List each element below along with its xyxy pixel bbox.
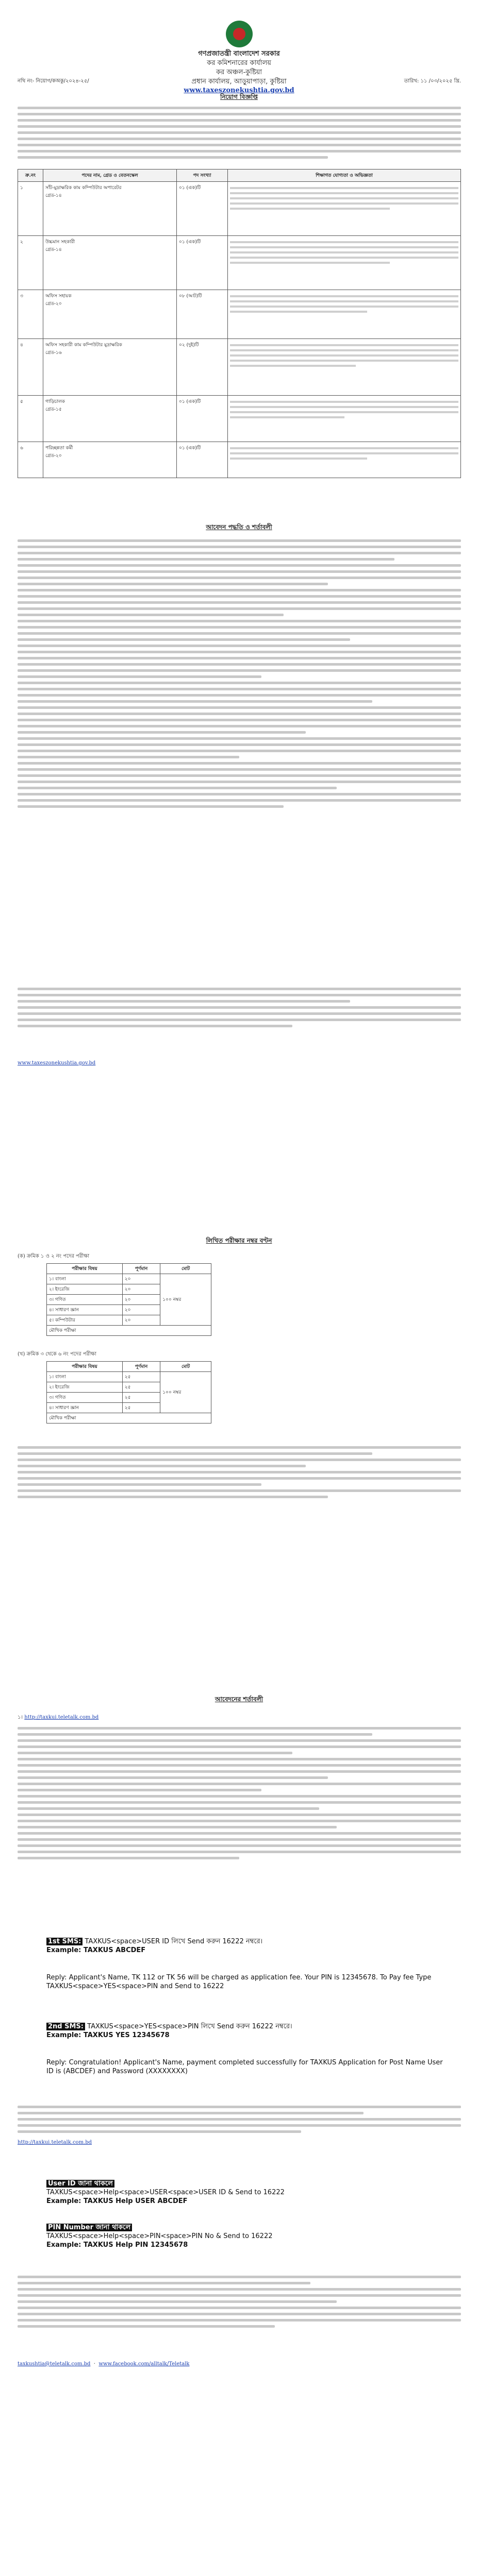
row-post-name: অফিস সহায়ক (45, 294, 72, 299)
memo-date: তারিখ: ১১ /০৩/২০২৫ খ্রি. (404, 78, 461, 84)
exam-notes (18, 1443, 461, 1502)
row-post (43, 339, 177, 396)
exam-viva: মৌখিক পরীক্ষা (47, 1413, 211, 1423)
table-row (18, 236, 461, 290)
section-title-notice: নিয়োগ বিজ্ঞপ্তি (220, 93, 258, 100)
row-post-grade: গ্রেড-১৫ (45, 407, 62, 412)
row-post (43, 442, 177, 478)
exam-marks: ২০ (122, 1295, 160, 1305)
row-count: ০১ (এক)টি (177, 182, 228, 236)
sms-second-label: 2nd SMS: (46, 2023, 85, 2030)
col-qualification: শিক্ষাগত যোগ্যতা ও অভিজ্ঞতা (228, 170, 461, 182)
row-post-grade: গ্রেড-১৪ (45, 247, 62, 252)
table-row (18, 290, 461, 339)
intro-paragraph (18, 103, 461, 162)
conditions-paragraphs (18, 536, 461, 811)
exam-table-header (47, 1362, 211, 1372)
section-title-conditions: আবেদন পদ্ধতি ও শর্তাবলী (206, 523, 272, 531)
row-serial: ১ (18, 182, 43, 236)
row-post-name: গাড়িচালক (45, 399, 65, 404)
row-count: ০১ (এক)টি (177, 396, 228, 442)
lost-pin-label: PIN Number জানা থাকলে (46, 2224, 132, 2231)
exam-total: ১০০ নম্বর (160, 1274, 211, 1326)
exam-col-subject: পরীক্ষার বিষয় (47, 1264, 123, 1274)
row-qualification (228, 290, 461, 339)
header-line-2: কর কমিশনারের কার্যালয় (207, 59, 271, 67)
exam-table-b-caption: (খ) ক্রমিক ৩ থেকে ৬ নং পদের পরীক্ষা (18, 1351, 96, 1357)
table-row (47, 1372, 211, 1382)
row-qualification (228, 236, 461, 290)
exam-viva: মৌখিক পরীক্ষা (47, 1326, 211, 1336)
sms-first-example: Example: TAXKUS ABCDEF (46, 1946, 146, 1954)
exam-subject: ১। বাংলা (47, 1274, 123, 1284)
exam-col-marks: পূর্ণমান (122, 1362, 160, 1372)
row-post-grade: গ্রেড-২০ (45, 301, 62, 307)
lost-pin-block (46, 2223, 449, 2249)
help-paragraphs (18, 2272, 461, 2331)
exam-subject: ৫। কম্পিউটার (47, 1315, 123, 1326)
row-post (43, 236, 177, 290)
table-row (47, 1413, 211, 1423)
exam-col-subject: পরীক্ষার বিষয় (47, 1362, 123, 1372)
exam-table-b (46, 1361, 211, 1423)
col-post: পদের নাম, গ্রেড ও বেতনস্কেল (43, 170, 177, 182)
exam-table-a (46, 1263, 211, 1336)
row-qualification (228, 182, 461, 236)
exam-marks: ২০ (122, 1305, 160, 1315)
sms-second-line: TAXKUS<space>YES<space>PIN লিখে Send করুন 16222 নম্বরে। (87, 2023, 292, 2030)
facebook-link[interactable]: www.facebook.com/alltalk/Teletalk (98, 2361, 190, 2367)
exam-marks: ২০ (122, 1315, 160, 1326)
exam-col-total: মোট (160, 1362, 211, 1372)
government-emblem-icon (226, 21, 253, 47)
sms-second-block (46, 2022, 449, 2040)
row-post-grade: গ্রেড-২০ (45, 453, 62, 459)
sms-reply-2: Reply: Congratulation! Applicant's Name, payment completed successfully for TAXKUS Application for Post Name User ID is (ABCDEF) and Password (XXXXXXXX) (46, 2059, 443, 2075)
lost-user-id-example: Example: TAXKUS Help USER ABCDEF (46, 2197, 188, 2205)
table-row (47, 1274, 211, 1284)
table-row (18, 182, 461, 236)
exam-subject: ৩। গণিত (47, 1393, 123, 1403)
exam-subject: ৪। সাধারণ জ্ঞান (47, 1305, 123, 1315)
exam-subject: ১। বাংলা (47, 1372, 123, 1382)
row-post-name: অফিস সহকারী কাম কম্পিউটার মুদ্রাক্ষরিক (45, 343, 122, 348)
exam-subject: ২। ইংরেজি (47, 1382, 123, 1393)
row-serial: ৬ (18, 442, 43, 478)
sms-first-label: 1st SMS: (46, 1938, 83, 1945)
online-link-para (18, 1713, 461, 1722)
table-row (47, 1326, 211, 1336)
sms-second-example: Example: TAXKUS YES 12345678 (46, 2031, 170, 2039)
exam-col-marks: পূর্ণমান (122, 1264, 160, 1274)
website-link[interactable]: www.taxeszonekushtia.gov.bd (18, 1060, 96, 1066)
row-serial: ৩ (18, 290, 43, 339)
lost-pin-example: Example: TAXKUS Help PIN 12345678 (46, 2241, 188, 2249)
teletalk-apply-link[interactable]: http://taxkui.teletalk.com.bd (24, 1715, 99, 1720)
contact-email-link[interactable]: taxkushtia@teletalk.com.bd (18, 2361, 91, 2367)
exam-subject: ২। ইংরেজি (47, 1284, 123, 1295)
row-serial: ২ (18, 236, 43, 290)
exam-col-total: মোট (160, 1264, 211, 1274)
row-post-name: উচ্চমান সহকারী (45, 240, 75, 245)
row-post (43, 290, 177, 339)
exam-marks: ২০ (122, 1274, 160, 1284)
header-line-1: গণপ্রজাতন্ত্রী বাংলাদেশ সরকার (198, 50, 280, 58)
col-serial: ক্র.নং (18, 170, 43, 182)
exam-marks: ২৫ (122, 1382, 160, 1393)
row-qualification (228, 396, 461, 442)
col-count: পদ সংখ্যা (177, 170, 228, 182)
row-post-grade: গ্রেড-১৬ (45, 350, 62, 355)
post-sms-paragraphs (18, 2102, 461, 2137)
teletalk-admit-link[interactable]: http://taxkui.teletalk.com.bd (18, 2140, 92, 2145)
row-post (43, 396, 177, 442)
header-line-4: প্রধান কার্যালয়, আড়ুয়াপাড়া, কুষ্টিয়া (191, 78, 287, 86)
exam-subject: ৪। সাধারণ জ্ঞান (47, 1403, 123, 1413)
header-website-link[interactable]: www.taxeszonekushtia.gov.bd (184, 87, 294, 94)
row-count: ০৮ (আট)টি (177, 290, 228, 339)
posts-table (18, 169, 461, 478)
exam-marks: ২৫ (122, 1403, 160, 1413)
exam-subject: ৩। গণিত (47, 1295, 123, 1305)
exam-marks: ২৫ (122, 1372, 160, 1382)
exam-marks: ২৫ (122, 1393, 160, 1403)
row-qualification (228, 442, 461, 478)
table-row (18, 442, 461, 478)
sms-first-line: TAXKUS<space>USER ID লিখে Send করুন 16222 নম্বরে। (85, 1938, 263, 1945)
conditions-paragraphs-2 (18, 984, 461, 1031)
row-post-grade: গ্রেড-১৪ (45, 193, 62, 198)
row-count: ০১ (এক)টি (177, 236, 228, 290)
exam-marks: ২০ (122, 1284, 160, 1295)
posts-table-header (18, 170, 461, 182)
exam-total: ১০০ নম্বর (160, 1372, 211, 1413)
row-count: ০১ (এক)টি (177, 442, 228, 478)
lost-pin-line: TAXKUS<space>Help<space>PIN<space>PIN No & Send to 16222 (46, 2232, 273, 2240)
header-line-3: কর অঞ্চল-কুষ্টিয়া (216, 69, 262, 76)
online-link-prefix-icon: ১। (18, 1715, 23, 1720)
row-serial: ৫ (18, 396, 43, 442)
exam-table-header (47, 1264, 211, 1274)
section-title-exam: লিখিত পরীক্ষার নম্বর বণ্টন (206, 1237, 272, 1244)
row-post-name: পরিচ্ছন্নতা কর্মী (45, 446, 73, 451)
online-apply-link-note (18, 1059, 461, 1067)
row-post (43, 182, 177, 236)
lost-user-id-block (46, 2179, 449, 2206)
table-row (18, 396, 461, 442)
admit-card-link-para (18, 2138, 461, 2147)
memo-number: নথি নং- নিয়োগ/কঅকু/২০২৪-২৫/ (18, 78, 89, 84)
section-title-apply-conditions: আবেদনের শর্তাবলী (215, 1696, 263, 1703)
row-serial: ৪ (18, 339, 43, 396)
contact-para: taxkushtia@teletalk.com.bd · www.facebook.com/alltalk/Teletalk (18, 2361, 190, 2367)
sms-reply-1: Reply: Applicant's Name, TK 112 or TK 56 will be charged as application fee. Your PIN is 12345678. To Pay fee Type TAXKUS<space>YES<space>PIN and Send to 16222 (46, 1974, 432, 1990)
table-row (18, 339, 461, 396)
lost-user-id-label: User ID জানা থাকলে (46, 2180, 114, 2188)
apply-conditions-paragraphs (18, 1723, 461, 1863)
row-count: ০২ (দুই)টি (177, 339, 228, 396)
exam-table-a-caption: (ক) ক্রমিক ১ ও ২ নং পদের পরীক্ষা (18, 1253, 90, 1259)
row-post-name: সাঁট-মুদ্রাক্ষরিক কাম কম্পিউটার অপারেটর (45, 185, 122, 191)
sms-first-block (46, 1937, 449, 1955)
row-qualification (228, 339, 461, 396)
lost-user-id-line: TAXKUS<space>Help<space>USER<space>USER ID & Send to 16222 (46, 2189, 285, 2196)
memo-line (18, 77, 461, 86)
